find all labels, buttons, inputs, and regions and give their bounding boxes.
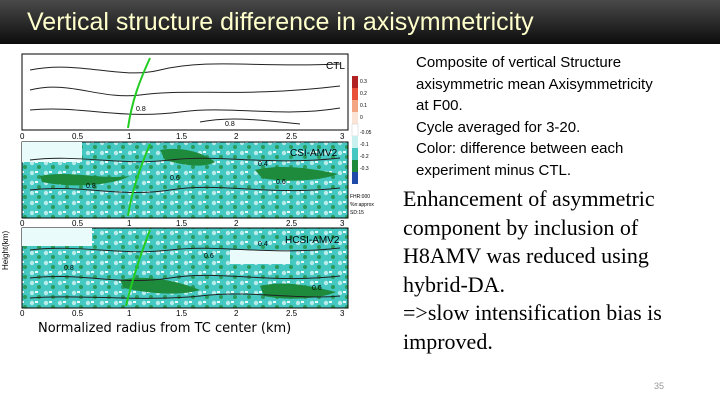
x-tick-label: 3	[340, 309, 345, 318]
conclusion-line: H8AMV was reduced using	[403, 243, 649, 268]
x-ticks-csi	[20, 219, 345, 228]
slide-title: Vertical structure difference in axisymmetricity	[27, 8, 534, 36]
panel-ctl	[22, 54, 348, 130]
x-tick-label: 3	[340, 219, 345, 228]
x-tick-label: 1.5	[176, 219, 188, 228]
page-number: 35	[654, 381, 665, 391]
colorbar-tick: 0.2	[360, 91, 367, 97]
conclusion-text	[403, 185, 715, 356]
contour-label: 0.8	[225, 121, 235, 128]
colorbar-tick: -0.05	[360, 130, 372, 136]
x-tick-label: 0.5	[72, 132, 84, 141]
contour-label: 0.8	[136, 106, 146, 113]
x-tick-label: 2.5	[286, 309, 298, 318]
title-bar	[0, 0, 720, 44]
contour-label: 0.4	[258, 241, 268, 248]
colorbar-tick: -0.3	[360, 166, 369, 172]
panel-label-ctl: CTL	[326, 61, 345, 72]
colorbar-note: SD:15	[350, 210, 364, 216]
conclusion-line: component by inclusion of	[403, 214, 639, 240]
conclusion-line: =>slow intensification bias is	[403, 300, 662, 325]
x-tick-label: 1	[127, 309, 132, 318]
panel-label-hcsi: HCSI-AMV2	[285, 235, 340, 246]
note-line: at F00.	[416, 97, 463, 114]
x-tick-label: 0	[20, 132, 25, 141]
panel-csi-amv2	[22, 142, 348, 218]
contour-label: 0.6	[170, 175, 180, 182]
x-tick-label: 3	[340, 132, 345, 141]
x-tick-label: 2	[234, 132, 239, 141]
note-line: Cycle averaged for 3-20.	[416, 118, 581, 136]
x-tick-label: 1.5	[176, 132, 188, 141]
x-tick-label: 2	[234, 219, 239, 228]
conclusion-line: improved.	[403, 328, 493, 354]
x-tick-label: 1	[127, 132, 132, 141]
x-tick-label: 1.5	[176, 309, 188, 318]
colorbar-tick: 0.3	[360, 79, 367, 85]
composite-note	[416, 52, 712, 181]
contour-label: 0.8	[64, 265, 74, 272]
colorbar-note: FHR:000	[350, 194, 371, 200]
x-tick-label: 2.5	[286, 132, 298, 141]
figure-panels	[0, 50, 400, 350]
x-tick-label: 0	[20, 309, 25, 318]
note-line: Color: difference between each	[416, 140, 624, 157]
colorbar-tick: 0	[360, 115, 363, 121]
y-axis-label: Height(km)	[1, 230, 10, 270]
colorbar-tick: -0.2	[360, 154, 369, 160]
x-tick-label: 0.5	[72, 219, 84, 228]
x-tick-label: 1	[127, 219, 132, 228]
x-tick-label: 2	[234, 309, 239, 318]
note-line: axisymmetric mean Axisymmetricity	[416, 75, 653, 93]
contour-label: 0.8	[86, 183, 96, 190]
panel-hcsi-amv2	[22, 228, 348, 308]
note-line: experiment minus CTL.	[416, 161, 572, 179]
colorbar	[350, 76, 374, 216]
x-ticks-ctl	[20, 132, 345, 141]
colorbar-tick: 0.1	[360, 103, 367, 109]
x-tick-label: 0.5	[72, 309, 84, 318]
contour-label: 0.6	[312, 285, 322, 292]
x-tick-label: 0	[20, 219, 25, 228]
x-ticks-hcsi	[20, 309, 345, 318]
conclusion-line: hybrid-DA.	[403, 271, 506, 297]
colorbar-note: %n:approx	[350, 202, 374, 208]
contour-label: 0.6	[276, 179, 286, 186]
contour-label: 0.6	[204, 253, 214, 260]
panel-label-csi: CSI-AMV2	[290, 148, 338, 159]
x-tick-label: 2.5	[286, 219, 298, 228]
conclusion-line: Enhancement of asymmetric	[403, 186, 655, 211]
x-axis-label: Normalized radius from TC center (km)	[38, 321, 292, 336]
contour-label: 0.4	[258, 161, 268, 168]
colorbar-tick: -0.1	[360, 142, 369, 148]
note-line: Composite of vertical Structure	[416, 54, 622, 71]
